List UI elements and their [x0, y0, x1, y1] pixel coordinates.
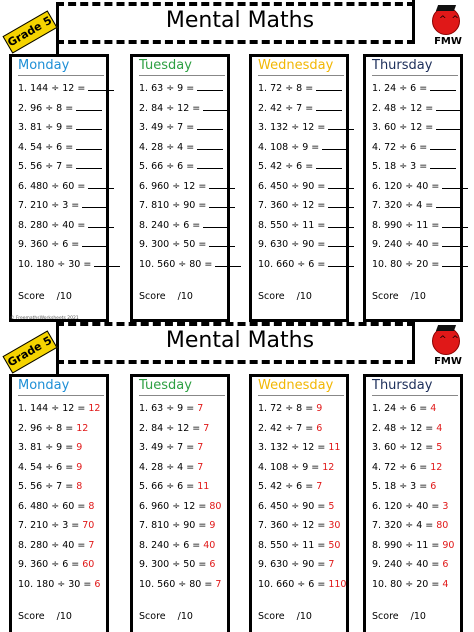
answer-text: 6: [442, 559, 449, 570]
question-text: 2. 84 ÷ 12 =: [139, 422, 204, 434]
question-row: [258, 399, 350, 419]
question-row: [258, 575, 350, 595]
score-label: Score /10: [372, 291, 426, 302]
question-row: [139, 216, 231, 236]
question-text: 8. 990 ÷ 11 =: [372, 539, 443, 551]
question-text: 4. 108 ÷ 9 =: [258, 461, 323, 473]
dashed-border-header: [56, 360, 415, 364]
graduation-cap-icon: [436, 325, 456, 331]
answer-blank[interactable]: [209, 198, 235, 208]
question-row: [258, 79, 350, 99]
day-column-monday: [9, 54, 109, 322]
question-text: 2. 96 ÷ 8 =: [18, 102, 77, 114]
question-row: [139, 555, 231, 575]
answer-blank[interactable]: [197, 140, 223, 150]
question-row: [372, 235, 464, 255]
question-text: 9. 300 ÷ 50 =: [139, 559, 210, 570]
question-row: [372, 516, 464, 536]
question-text: 5. 18 ÷ 3 =: [372, 481, 431, 492]
question-text: 7. 210 ÷ 3 =: [18, 200, 83, 211]
question-list: [258, 79, 350, 274]
question-row: [258, 216, 350, 236]
day-column-wednesday: [249, 54, 349, 322]
question-row: [372, 438, 464, 458]
fmw-logo: [424, 4, 470, 48]
answer-blank[interactable]: [436, 101, 462, 111]
answer-blank[interactable]: [328, 257, 354, 267]
answer-text: 110: [328, 578, 347, 590]
day-heading: Thursday: [372, 378, 433, 393]
question-text: 10. 180 ÷ 30 =: [18, 578, 95, 590]
day-heading-rule: [372, 395, 458, 396]
question-row: [18, 255, 110, 275]
grade-badge: Grade 5: [2, 330, 57, 373]
question-text: 4. 72 ÷ 6 =: [372, 141, 431, 153]
question-text: 9. 360 ÷ 6 =: [18, 239, 83, 250]
question-text: 4. 54 ÷ 6 =: [18, 461, 77, 473]
answer-text: 12: [76, 422, 89, 434]
question-row: [372, 536, 464, 556]
question-row: [258, 157, 350, 177]
question-text: 9. 630 ÷ 90 =: [258, 559, 329, 570]
question-row: [18, 419, 110, 439]
answer-blank[interactable]: [430, 140, 456, 150]
answer-blank[interactable]: [436, 120, 462, 130]
score-label: Score /10: [139, 291, 193, 302]
question-list: [139, 399, 231, 594]
question-row: [139, 575, 231, 595]
answer-text: 4: [442, 578, 449, 590]
question-row: [18, 138, 110, 158]
question-row: [18, 196, 110, 216]
question-row: [18, 497, 110, 517]
answer-blank[interactable]: [76, 101, 102, 111]
answer-text: 70: [82, 520, 95, 531]
day-heading: Thursday: [372, 58, 433, 73]
question-row: [18, 216, 110, 236]
question-text: 4. 28 ÷ 4 =: [139, 141, 198, 153]
question-text: 7. 810 ÷ 90 =: [139, 200, 210, 211]
answer-blank[interactable]: [197, 81, 223, 91]
question-text: 6. 450 ÷ 90 =: [258, 180, 329, 192]
question-text: 9. 360 ÷ 6 =: [18, 559, 83, 570]
question-row: [18, 516, 110, 536]
answer-blank[interactable]: [316, 159, 342, 169]
question-list: [18, 399, 110, 594]
question-row: [372, 99, 464, 119]
answer-blank[interactable]: [209, 237, 235, 247]
question-row: [139, 79, 231, 99]
question-text: 10. 80 ÷ 20 =: [372, 258, 443, 270]
question-row: [372, 79, 464, 99]
answer-blank[interactable]: [94, 257, 120, 267]
question-text: 8. 990 ÷ 11 =: [372, 219, 443, 231]
answer-blank[interactable]: [316, 81, 342, 91]
question-row: [139, 157, 231, 177]
answer-text: 9: [76, 461, 83, 473]
question-text: 9. 300 ÷ 50 =: [139, 239, 210, 250]
question-text: 10. 80 ÷ 20 =: [372, 578, 443, 590]
answer-blank[interactable]: [442, 218, 468, 228]
question-row: [18, 477, 110, 497]
question-row: [372, 118, 464, 138]
answer-text: 5: [328, 500, 335, 512]
question-row: [372, 255, 464, 275]
fmw-logo: [424, 324, 470, 368]
question-text: 4. 28 ÷ 4 =: [139, 461, 198, 473]
answer-text: 5: [436, 442, 443, 453]
answer-text: 30: [328, 520, 341, 531]
frame-right-border: [412, 0, 415, 44]
answer-blank[interactable]: [76, 159, 102, 169]
copyright-note: © FreemathsWorksheets 2021: [10, 316, 79, 321]
day-heading-rule: [258, 75, 344, 76]
day-heading: Monday: [18, 378, 70, 393]
question-text: 9. 240 ÷ 40 =: [372, 559, 443, 570]
question-text: 7. 210 ÷ 3 =: [18, 520, 83, 531]
question-row: [372, 575, 464, 595]
question-text: 2. 96 ÷ 8 =: [18, 422, 77, 434]
answer-blank[interactable]: [203, 101, 229, 111]
answer-text: 9: [209, 520, 216, 531]
question-text: 7. 320 ÷ 4 =: [372, 200, 437, 211]
question-text: 7. 810 ÷ 90 =: [139, 520, 210, 531]
question-row: [258, 536, 350, 556]
question-text: 1. 63 ÷ 9 =: [139, 403, 198, 414]
question-row: [258, 235, 350, 255]
question-text: 8. 280 ÷ 40 =: [18, 539, 89, 551]
question-row: [258, 497, 350, 517]
answer-text: 7: [197, 461, 204, 473]
question-text: 8. 550 ÷ 11 =: [258, 219, 329, 231]
answer-blank[interactable]: [328, 179, 354, 189]
question-list: [139, 79, 231, 274]
score-label: Score /10: [258, 611, 312, 622]
question-row: [139, 196, 231, 216]
day-heading: Wednesday: [258, 378, 334, 393]
question-text: 5. 42 ÷ 6 =: [258, 161, 317, 172]
logo-text: FMW: [434, 36, 462, 47]
question-text: 5. 66 ÷ 6 =: [139, 481, 198, 492]
answer-blank[interactable]: [76, 120, 102, 130]
day-heading: Wednesday: [258, 58, 334, 73]
frame-right-border: [412, 320, 415, 364]
answer-text: 60: [82, 559, 95, 570]
answer-text: 7: [328, 559, 335, 570]
question-row: [18, 99, 110, 119]
question-text: 2. 84 ÷ 12 =: [139, 102, 204, 114]
answer-blank[interactable]: [215, 257, 241, 267]
answer-blank[interactable]: [442, 179, 468, 189]
logo-face-icon: ^ ^: [439, 15, 460, 25]
question-text: 9. 240 ÷ 40 =: [372, 239, 443, 250]
day-heading-rule: [372, 75, 458, 76]
answer-text: 8: [88, 500, 95, 512]
answer-blank[interactable]: [82, 198, 108, 208]
worksheet-title: Mental Maths: [165, 8, 315, 33]
question-row: [258, 118, 350, 138]
answer-blank[interactable]: [88, 218, 114, 228]
question-row: [258, 458, 350, 478]
question-text: 10. 660 ÷ 6 =: [258, 578, 329, 590]
question-text: 1. 24 ÷ 6 =: [372, 83, 431, 94]
question-row: [372, 477, 464, 497]
question-text: 7. 320 ÷ 4 =: [372, 520, 437, 531]
question-text: 10. 660 ÷ 6 =: [258, 258, 329, 270]
question-row: [139, 419, 231, 439]
answer-blank[interactable]: [436, 198, 462, 208]
answer-text: 9: [76, 442, 83, 453]
question-text: 9. 630 ÷ 90 =: [258, 239, 329, 250]
question-row: [258, 99, 350, 119]
answer-text: 9: [316, 403, 323, 414]
answer-text: 11: [197, 481, 210, 492]
answer-text: 8: [76, 481, 83, 492]
logo-face-icon: ^ ^: [439, 335, 460, 345]
answer-text: 4: [430, 403, 437, 414]
day-heading-rule: [18, 75, 104, 76]
question-text: 8. 240 ÷ 6 =: [139, 219, 204, 231]
answer-text: 7: [88, 539, 95, 551]
answer-blank[interactable]: [76, 140, 102, 150]
question-row: [139, 99, 231, 119]
answer-text: 90: [442, 539, 455, 551]
answer-blank[interactable]: [82, 237, 108, 247]
question-list: [372, 399, 464, 594]
answer-text: 12: [322, 461, 335, 473]
answer-blank[interactable]: [442, 237, 468, 247]
day-heading-rule: [18, 395, 104, 396]
answer-text: 80: [436, 520, 449, 531]
question-text: 6. 960 ÷ 12 =: [139, 180, 210, 192]
question-row: [139, 477, 231, 497]
answer-text: 7: [316, 481, 323, 492]
answer-text: 40: [203, 539, 216, 551]
question-row: [18, 157, 110, 177]
day-column-tuesday: [130, 374, 230, 632]
question-text: 3. 49 ÷ 7 =: [139, 122, 198, 133]
answer-text: 11: [328, 442, 341, 453]
score-label: Score /10: [18, 611, 72, 622]
question-text: 6. 450 ÷ 90 =: [258, 500, 329, 512]
day-heading: Tuesday: [139, 378, 192, 393]
question-text: 3. 60 ÷ 12 =: [372, 442, 437, 453]
answer-text: 6: [94, 578, 101, 590]
answer-blank[interactable]: [197, 159, 223, 169]
question-row: [18, 555, 110, 575]
answer-text: 7: [197, 403, 204, 414]
answer-blank[interactable]: [328, 237, 354, 247]
answer-text: 6: [209, 559, 216, 570]
worksheet: [0, 320, 474, 632]
question-text: 2. 42 ÷ 7 =: [258, 102, 317, 114]
logo-text: FMW: [434, 356, 462, 367]
answer-blank[interactable]: [209, 179, 235, 189]
day-heading-rule: [139, 75, 225, 76]
day-heading: Tuesday: [139, 58, 192, 73]
day-heading-rule: [258, 395, 344, 396]
answer-blank[interactable]: [322, 140, 348, 150]
question-list: [18, 79, 110, 274]
answer-blank[interactable]: [430, 81, 456, 91]
question-row: [372, 177, 464, 197]
question-row: [139, 118, 231, 138]
question-row: [258, 555, 350, 575]
day-heading: Monday: [18, 58, 70, 73]
question-text: 1. 63 ÷ 9 =: [139, 83, 198, 94]
score-label: Score /10: [139, 611, 193, 622]
question-text: 7. 360 ÷ 12 =: [258, 200, 329, 211]
question-list: [372, 79, 464, 274]
question-row: [372, 399, 464, 419]
question-text: 3. 60 ÷ 12 =: [372, 122, 437, 133]
worksheet-title: Mental Maths: [165, 328, 315, 353]
question-row: [372, 216, 464, 236]
answer-text: 6: [316, 422, 323, 434]
question-row: [139, 438, 231, 458]
day-column-thursday: [363, 374, 463, 632]
question-row: [139, 138, 231, 158]
question-text: 8. 240 ÷ 6 =: [139, 539, 204, 551]
answer-blank[interactable]: [316, 101, 342, 111]
question-row: [18, 575, 110, 595]
question-text: 2. 42 ÷ 7 =: [258, 422, 317, 434]
question-text: 10. 560 ÷ 80 =: [139, 258, 216, 270]
question-row: [372, 497, 464, 517]
question-text: 3. 132 ÷ 12 =: [258, 442, 329, 453]
question-text: 6. 480 ÷ 60 =: [18, 500, 89, 512]
question-text: 5. 66 ÷ 6 =: [139, 161, 198, 172]
question-row: [139, 399, 231, 419]
question-row: [258, 516, 350, 536]
question-row: [139, 458, 231, 478]
answer-text: 12: [88, 403, 101, 414]
question-row: [139, 536, 231, 556]
question-text: 4. 108 ÷ 9 =: [258, 141, 323, 153]
worksheet: [0, 0, 474, 312]
dashed-border-header: [56, 40, 415, 44]
question-row: [372, 555, 464, 575]
answer-blank[interactable]: [197, 120, 223, 130]
question-row: [372, 138, 464, 158]
answer-blank[interactable]: [88, 81, 114, 91]
question-text: 6. 960 ÷ 12 =: [139, 500, 210, 512]
question-text: 10. 560 ÷ 80 =: [139, 578, 216, 590]
question-text: 4. 72 ÷ 6 =: [372, 461, 431, 473]
question-text: 3. 81 ÷ 9 =: [18, 442, 77, 453]
answer-blank[interactable]: [88, 179, 114, 189]
question-text: 1. 144 ÷ 12 =: [18, 83, 89, 94]
question-text: 5. 18 ÷ 3 =: [372, 161, 431, 172]
answer-blank[interactable]: [442, 257, 468, 267]
answer-blank[interactable]: [328, 120, 354, 130]
answer-text: 4: [436, 422, 443, 434]
question-text: 1. 72 ÷ 8 =: [258, 403, 317, 414]
answer-text: 6: [430, 481, 437, 492]
question-row: [139, 497, 231, 517]
question-row: [258, 419, 350, 439]
score-label: Score /10: [258, 291, 312, 302]
day-heading-rule: [139, 395, 225, 396]
question-row: [139, 235, 231, 255]
answer-text: 7: [215, 578, 222, 590]
question-row: [139, 516, 231, 536]
question-row: [258, 177, 350, 197]
question-text: 1. 24 ÷ 6 =: [372, 403, 431, 414]
answer-text: 12: [430, 461, 443, 473]
question-row: [139, 255, 231, 275]
answer-text: 3: [442, 500, 449, 512]
question-row: [372, 196, 464, 216]
day-column-tuesday: [130, 54, 230, 322]
score-label: Score /10: [372, 611, 426, 622]
question-text: 3. 49 ÷ 7 =: [139, 442, 198, 453]
question-text: 2. 48 ÷ 12 =: [372, 102, 437, 114]
question-text: 5. 42 ÷ 6 =: [258, 481, 317, 492]
answer-text: 7: [197, 442, 204, 453]
question-row: [258, 255, 350, 275]
question-row: [258, 196, 350, 216]
question-text: 1. 72 ÷ 8 =: [258, 83, 317, 94]
day-column-monday: [9, 374, 109, 632]
grade-badge: Grade 5: [2, 10, 57, 53]
question-row: [372, 419, 464, 439]
answer-blank[interactable]: [328, 218, 354, 228]
question-text: 10. 180 ÷ 30 =: [18, 258, 95, 270]
answer-blank[interactable]: [430, 159, 456, 169]
question-row: [139, 177, 231, 197]
question-text: 8. 280 ÷ 40 =: [18, 219, 89, 231]
graduation-cap-icon: [436, 5, 456, 11]
question-row: [18, 177, 110, 197]
question-list: [258, 399, 350, 594]
score-label: Score /10: [18, 291, 72, 302]
question-text: 7. 360 ÷ 12 =: [258, 520, 329, 531]
question-row: [18, 235, 110, 255]
question-text: 5. 56 ÷ 7 =: [18, 161, 77, 172]
day-column-thursday: [363, 54, 463, 322]
question-text: 1. 144 ÷ 12 =: [18, 403, 89, 414]
answer-blank[interactable]: [328, 198, 354, 208]
question-row: [372, 458, 464, 478]
answer-text: 80: [209, 500, 222, 512]
question-row: [258, 477, 350, 497]
question-text: 6. 120 ÷ 40 =: [372, 180, 443, 192]
question-text: 5. 56 ÷ 7 =: [18, 481, 77, 492]
question-row: [18, 399, 110, 419]
question-row: [18, 79, 110, 99]
question-text: 4. 54 ÷ 6 =: [18, 141, 77, 153]
question-row: [18, 118, 110, 138]
answer-blank[interactable]: [203, 218, 229, 228]
question-row: [18, 458, 110, 478]
answer-text: 7: [203, 422, 210, 434]
question-row: [258, 438, 350, 458]
question-text: 6. 480 ÷ 60 =: [18, 180, 89, 192]
question-row: [372, 157, 464, 177]
question-row: [18, 438, 110, 458]
question-row: [258, 138, 350, 158]
question-row: [18, 536, 110, 556]
answer-text: 50: [328, 539, 341, 551]
question-text: 6. 120 ÷ 40 =: [372, 500, 443, 512]
question-text: 3. 132 ÷ 12 =: [258, 122, 329, 133]
day-column-wednesday: [249, 374, 349, 632]
question-text: 8. 550 ÷ 11 =: [258, 539, 329, 551]
question-text: 2. 48 ÷ 12 =: [372, 422, 437, 434]
question-text: 3. 81 ÷ 9 =: [18, 122, 77, 133]
